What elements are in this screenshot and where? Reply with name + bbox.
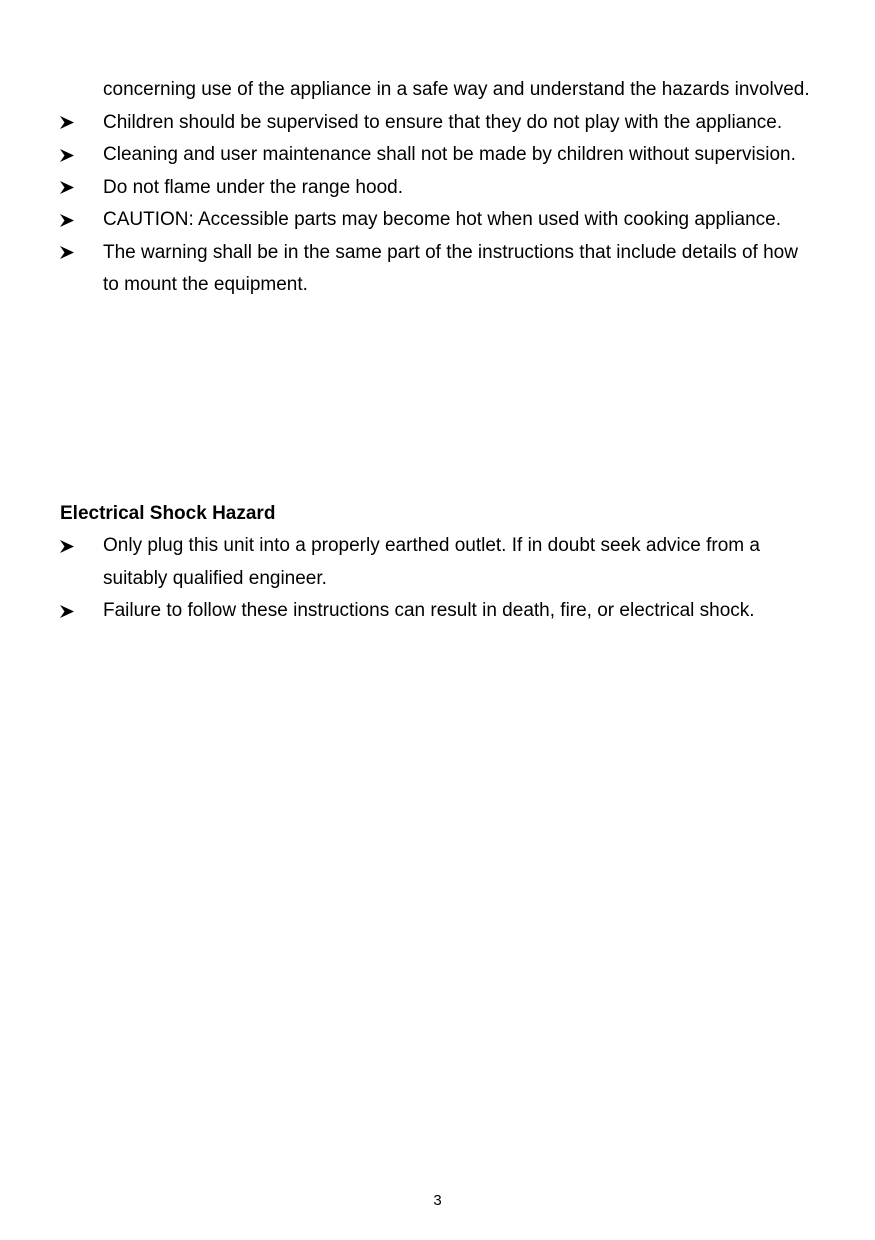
list-item-text: CAUTION: Accessible parts may become hot when used with cooking appliance. bbox=[103, 209, 781, 230]
list-item-text: Do not flame under the range hood. bbox=[103, 176, 403, 198]
list-item bbox=[60, 530, 813, 595]
arrowhead-bullet-icon bbox=[60, 172, 80, 205]
arrowhead-bullet-icon bbox=[60, 595, 80, 628]
section-heading: Electrical Shock Hazard bbox=[60, 503, 276, 524]
arrowhead-bullet-icon bbox=[60, 204, 80, 237]
arrowhead-bullet-icon bbox=[60, 237, 80, 270]
list-item bbox=[60, 204, 813, 237]
page-number: 3 bbox=[433, 1192, 442, 1209]
electrical-section bbox=[60, 530, 813, 628]
arrowhead-bullet-icon bbox=[60, 530, 80, 563]
continued-paragraph: concerning use of the appliance in a safe way and understand the hazards involved. bbox=[103, 79, 810, 100]
list-item-text: The warning shall be in the same part of the instructions that include details of how to mount the equipment. bbox=[103, 241, 798, 295]
warnings-section bbox=[60, 74, 813, 302]
list-item-text: Cleaning and user maintenance shall not be made by children without supervision. bbox=[103, 144, 796, 165]
list-item bbox=[60, 139, 813, 172]
list-item-text: Failure to follow these instructions can result in death, fire, or electrical shock. bbox=[103, 600, 755, 621]
list-item-text: Only plug this unit into a properly earthed outlet. If in doubt seek advice from a suitably qualified engineer. bbox=[103, 535, 760, 589]
list-item bbox=[60, 595, 813, 628]
list-item bbox=[60, 107, 813, 140]
arrowhead-bullet-icon bbox=[60, 139, 80, 172]
list-item bbox=[60, 172, 813, 205]
list-item-text: Children should be supervised to ensure that they do not play with the appliance. bbox=[103, 111, 783, 133]
list-item bbox=[60, 237, 813, 302]
arrowhead-bullet-icon bbox=[60, 107, 80, 140]
